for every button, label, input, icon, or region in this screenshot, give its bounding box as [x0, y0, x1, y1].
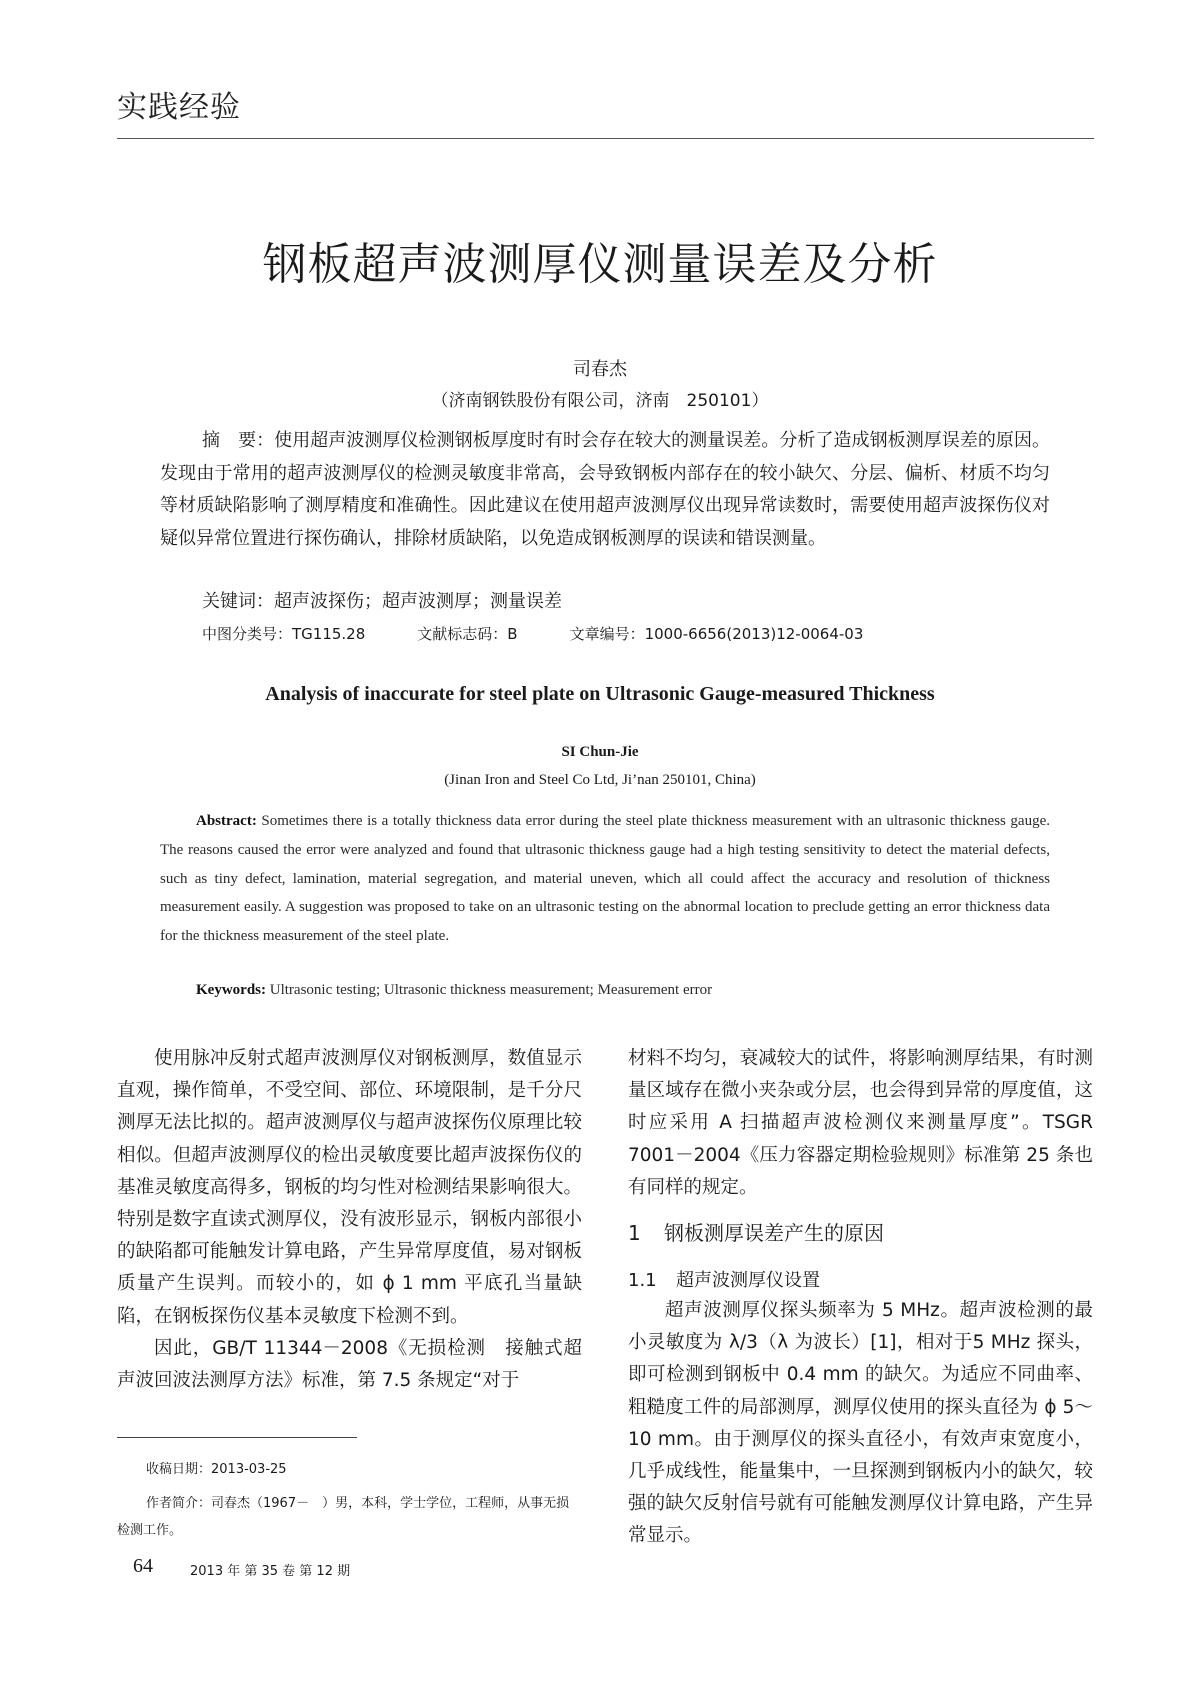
- subsection-title: 超声波测厚仪设置: [676, 1270, 820, 1291]
- paper-title-en: Analysis of inaccurate for steel plate on Ultrasonic Gauge-measured Thickness: [265, 683, 935, 705]
- paper-title-cn: 钢板超声波测厚仪测量误差及分析: [262, 239, 938, 290]
- footnote-author-bio: 作者简介：司春杰（1967－ ）男，本科，学士学位，工程师，从事无损检测工作。: [117, 1496, 570, 1538]
- footnote-divider: [117, 1437, 357, 1438]
- header-divider: [117, 138, 1094, 139]
- article-number: 文章编号：1000-6656(2013)12-0064-03: [569, 625, 864, 643]
- keywords-en-label: Keywords:: [196, 982, 266, 998]
- footnote-received-date: 收稿日期：2013-03-25: [146, 1462, 287, 1477]
- section-number: 1: [628, 1221, 641, 1245]
- abstract-en: [160, 807, 1050, 951]
- body-paragraph: 因此，GB/T 11344－2008《无损检测 接触式超声波回波法测厚方法》标准，第 7.5 条规定“对于: [117, 1337, 582, 1392]
- subsection-number: 1.1: [628, 1270, 657, 1291]
- keywords-en: [196, 982, 712, 999]
- keywords-en-text: Ultrasonic testing; Ultrasonic thickness measurement; Measurement error: [266, 982, 713, 998]
- author-en: SI Chun-Jie: [561, 744, 639, 760]
- abstract-en-label: Abstract:: [196, 813, 257, 829]
- classification-line: [202, 623, 863, 644]
- section-heading-1-1: [628, 1266, 820, 1292]
- body-paragraph: 材料不均匀，衰减较大的试件，将影响测厚结果，有时测量区域存在微小夹杂或分层，也会得到异常的厚度值，这时应采用 A 扫描超声波检测仪来测量厚度”。TSGR 7001－2004《压力容器定期检验规则》标准第 25 条也有同样的规定。: [628, 1048, 1093, 1198]
- document-code: 文献标志码：B: [417, 625, 518, 643]
- section-title: 钢板测厚误差产生的原因: [664, 1221, 884, 1245]
- body-paragraph: 使用脉冲反射式超声波测厚仪对钢板测厚，数值显示直观，操作简单，不受空间、部位、环境限制，是千分尺测厚无法比拟的。超声波测厚仪与超声波探伤仪原理比较相似。但超声波测厚仪的检出灵敏度要比超声波探伤仪的基准灵敏度高得多，钢板的均匀性对检测结果影响很大。特别是数字直读式测厚仪，没有波形显示，钢板内部很小的缺陷都可能触发计算电路，产生异常厚度值，易对钢板质量产生误判。而较小的，如 ϕ 1 mm 平底孔当量缺陷，在钢板探伤仪基本灵敏度下检测不到。: [117, 1048, 582, 1327]
- journal-issue: 2013 年 第 35 卷 第 12 期: [190, 1564, 351, 1579]
- clc-number: 中图分类号：TG115.28: [202, 625, 366, 643]
- body-right-column-bottom: [628, 1295, 1093, 1553]
- body-left-column: [117, 1043, 582, 1397]
- abstract-cn: 摘 要：使用超声波测厚仪检测钢板厚度时有时会存在较大的测量误差。分析了造成钢板测厚误差的原因。发现由于常用的超声波测厚仪的检测灵敏度非常高，会导致钢板内部存在的较小缺欠、分层、偏析、材质不均匀等材质缺陷影响了测厚精度和准确性。因此建议在使用超声波测厚仪出现异常读数时，需要使用超声波探伤仪对疑似异常位置进行探伤确认，排除材质缺陷，以免造成钢板测厚的误读和错误测量。: [160, 430, 1050, 549]
- section-heading-1: [628, 1217, 884, 1246]
- affiliation-cn: （济南钢铁股份有限公司，济南 250101）: [431, 391, 769, 411]
- abstract-en-text: Sometimes there is a totally thickness data error during the steel plate thickness measurement with an ultrasonic thickness gauge. The reasons caused the error were analyzed and found that ultrasonic thickness gauge had a high testing sensitivity to detect the material defects, such as tiny defect, lamination, material segregation, and material uneven, which all could affect the accuracy and resolution of thickness measurement easily. A suggestion was proposed to take on an ultrasonic testing on the abnormal location to preclude getting an error thickness data for the thickness measurement of the steel plate.: [160, 813, 1050, 945]
- body-right-column-top: [628, 1043, 1093, 1204]
- affiliation-en: (Jinan Iron and Steel Co Ltd, Ji’nan 250101, China): [444, 772, 756, 788]
- page-number: 64: [133, 1555, 153, 1577]
- body-paragraph: 超声波测厚仪探头频率为 5 MHz。超声波检测的最小灵敏度为 λ/3（λ 为波长）[1]，相对于5 MHz 探头，即可检测到钢板中 0.4 mm 的缺欠。为适应不同曲率、粗糙度工件的局部测厚，测厚仪使用的探头直径为 ϕ 5～10 mm。由于测厚仪的探头直径小，有效声束宽度小，几乎成线性，能量集中，一旦探测到钢板内小的缺欠，较强的缺欠反射信号就有可能触发测厚仪计算电路，产生异常显示。: [628, 1300, 1093, 1547]
- author-cn: 司春杰: [573, 359, 627, 380]
- keywords-cn: 关键词：超声波探伤；超声波测厚；测量误差: [202, 591, 562, 612]
- section-label: 实践经验: [117, 90, 241, 125]
